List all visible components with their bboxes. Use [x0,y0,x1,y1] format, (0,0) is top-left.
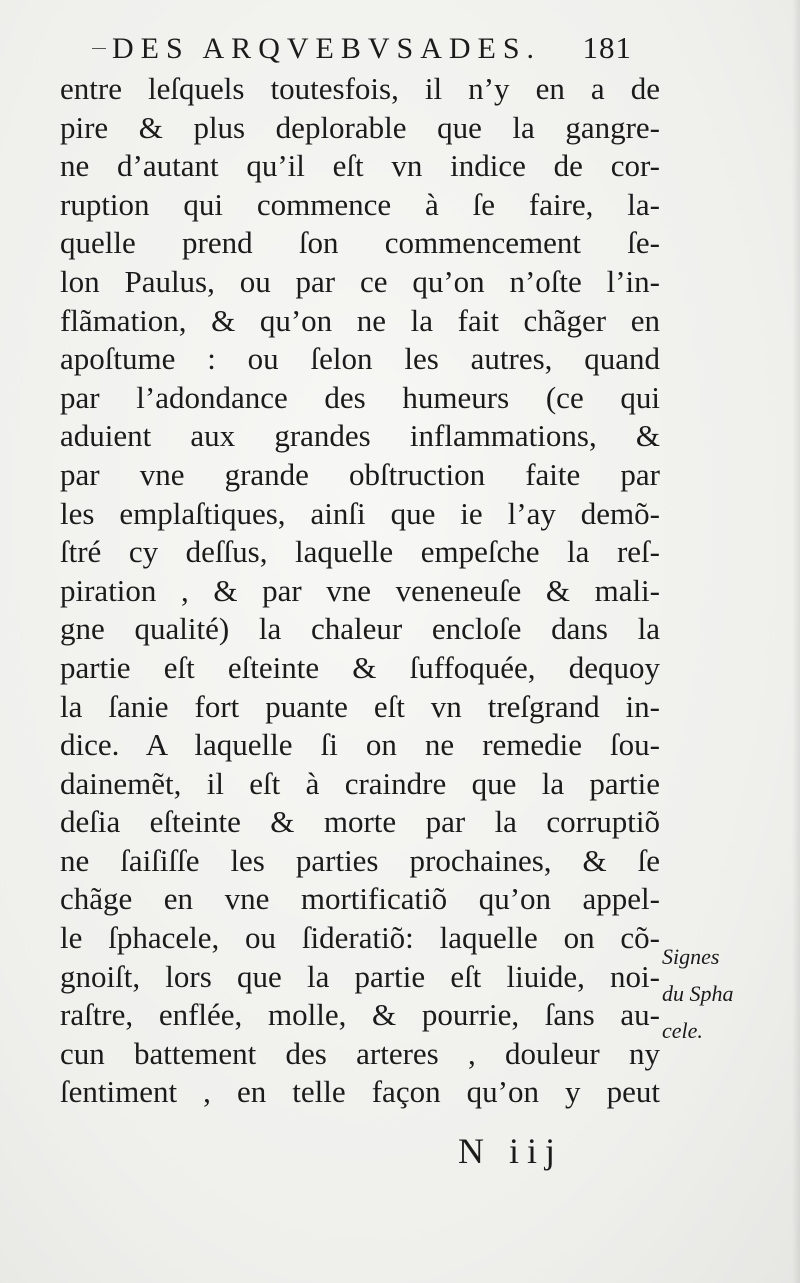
text-line: raſtre, enflée, molle, & pourrie, ſans au- [60,997,660,1033]
running-title: DES ARQVEBVSADES. [112,32,542,65]
text-line: cun battement des arteres , douleur ny [60,1035,660,1071]
text-line: gnoiſt, lors que la partie eſt liuide, noi- [60,958,660,994]
marginal-note [662,938,792,1049]
text-line: ſentiment , en telle façon qu’on y peut [60,1074,660,1110]
text-line: lon Paulus, ou par ce qu’on n’oſte l’in- [60,263,660,299]
text-line: dice. A laquelle ſi on ne remedie ſou- [60,727,660,763]
text-line: ruption qui commence à ſe faire, la- [60,186,660,222]
text-line: entre leſquels toutesfois, il n’y en a de [60,71,660,106]
text-line: dainemẽt, il eſt à craindre que la partie [60,765,660,801]
running-header [112,30,632,66]
text-line: aduient aux grandes inflammations, & [60,418,660,454]
text-line: flãmation, & qu’on ne la fait chãger en [60,302,660,338]
page-number: 181 [582,30,632,65]
text-block [60,70,660,1112]
text-line: apoſtume : ou ſelon les autres, quand [60,341,660,377]
text-line: partie eſt eſteinte & ſuffoquée, dequoy [60,649,660,685]
text-line: les emplaſtiques, ainſi que ie l’ay demõ- [60,495,660,531]
page-edge-shadow [792,0,800,1283]
text-line: gne qualité) la chaleur encloſe dans la [60,611,660,647]
header-dash [92,48,106,49]
text-line: ne ſaiſiſſe les parties prochaines, & ſe [60,842,660,878]
marginal-note-line: du Spha [662,981,734,1006]
text-line: piration , & par vne veneneuſe & mali- [60,572,660,608]
text-line: le ſphacele, ou ſideratiõ: laquelle on cõ- [60,920,660,956]
text-line: deſia eſteinte & morte par la corruptiõ [60,804,660,840]
text-line: quelle prend ſon commencement ſe- [60,225,660,261]
text-line: chãge en vne mortificatiõ qu’on appel- [60,881,660,917]
text-line: ſtré cy deſſus, laquelle empeſche la reſ- [60,534,660,570]
text-line: la ſanie fort puante eſt vn treſgrand in- [60,688,660,724]
text-line: par l’adondance des humeurs (ce qui [60,379,660,415]
marginal-note-line: Signes [662,944,720,969]
signature-mark: N iij [458,1131,564,1171]
text-line: par vne grande obſtruction faite par [60,456,660,492]
text-line: ne d’autant qu’il eſt vn indice de cor- [60,148,660,184]
marginal-note-line: cele. [662,1018,703,1043]
text-line: pire & plus deplorable que la gangre- [60,109,660,145]
